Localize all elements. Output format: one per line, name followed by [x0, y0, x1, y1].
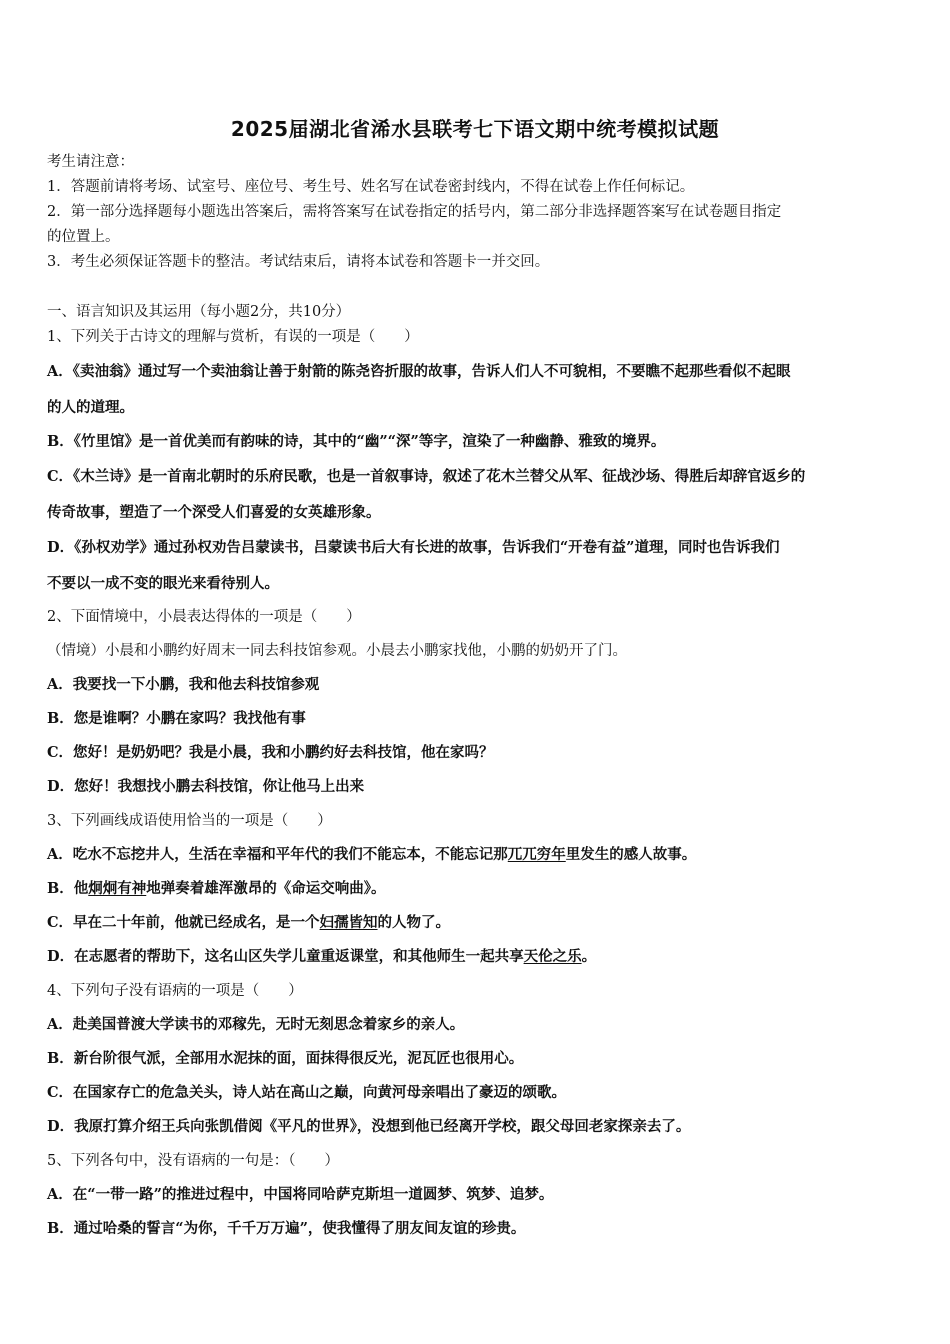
underlined-idiom-c: 妇孺皆知: [319, 914, 378, 931]
question-2-option-d: D．您好！我想找小鹏去科技馆，你让他马上出来: [47, 778, 365, 795]
question-3-option-c: [47, 911, 450, 932]
notice-item-1: 1．答题前请将考场、试室号、座位号、考生号、姓名写在试卷密封线内，不得在试卷上作任何标记。: [47, 179, 695, 195]
question-1-stem: 1、下列关于古诗文的理解与赏析，有误的一项是（ ）: [47, 329, 419, 345]
notice-item-3: 3．考生必须保证答题卡的整洁。考试结束后，请将本试卷和答题卡一并交回。: [47, 254, 550, 270]
question-4-stem: 4、下列句子没有语病的一项是（ ）: [47, 983, 303, 999]
option-a-text-after: 里发生的感人故事。: [565, 846, 697, 863]
option-c-text-before: C．早在二十年前，他就已经成名，是一个: [47, 914, 320, 931]
question-3-option-d: [47, 945, 596, 966]
option-d-text-after: 。: [581, 948, 597, 965]
question-5-option-b: B．通过哈桑的誓言“为你，千千万万遍”，使我懂得了朋友间友谊的珍贵。: [47, 1220, 526, 1237]
question-1-option-d-line-2: 不要以一成不变的眼光来看待别人。: [47, 575, 279, 592]
question-5-option-a: A．在“一带一路”的推进过程中，中国将同哈萨克斯坦一道圆梦、筑梦、追梦。: [47, 1186, 554, 1203]
page-title: 2025届湖北省浠水县联考七下语文期中统考模拟试题: [230, 117, 720, 141]
question-1-option-c-line-1: C．《木兰诗》是一首南北朝时的乐府民歌，也是一首叙事诗，叙述了花木兰替父从军、征战沙场、得胜后却辞官返乡的: [47, 468, 806, 485]
underlined-idiom-b: 炯炯有神: [88, 880, 147, 897]
question-2-context: （情境）小晨和小鹏约好周末一同去科技馆参观。小晨去小鹏家找他，小鹏的奶奶开了门。: [47, 643, 627, 659]
underlined-idiom-a: 兀兀穷年: [507, 846, 566, 863]
option-b-text-before: B．他: [47, 880, 89, 897]
notice-item-2-line-2: 的位置上。: [47, 229, 120, 245]
question-1-option-a-line-1: A．《卖油翁》通过写一个卖油翁让善于射箭的陈尧咨折服的故事，告诉人们人不可貌相，不要瞧不起那些看似不起眼: [47, 363, 791, 380]
question-2-option-a: A．我要找一下小鹏，我和他去科技馆参观: [47, 676, 320, 693]
question-5-stem: 5、下列各句中，没有语病的一句是：（ ）: [47, 1153, 339, 1169]
question-1-option-d-line-1: D．《孙权劝学》通过孙权劝告吕蒙读书，吕蒙读书后大有长进的故事，告诉我们“开卷有益”道理，同时也告诉我们: [47, 539, 780, 556]
question-2-stem: 2、下面情境中，小晨表达得体的一项是（ ）: [47, 609, 361, 625]
option-b-text-after: 地弹奏着雄浑激昂的《命运交响曲》。: [146, 880, 386, 897]
question-4-option-b: B．新台阶很气派，全部用水泥抹的面，面抹得很反光，泥瓦匠也很用心。: [47, 1050, 524, 1067]
question-3-option-b: [47, 877, 386, 898]
question-1-option-b: B．《竹里馆》是一首优美而有韵味的诗，其中的“幽”“深”等字，渲染了一种幽静、雅致的境界。: [47, 433, 666, 450]
section-heading: 一、语言知识及其运用（每小题2分，共10分）: [47, 304, 351, 320]
question-4-option-c: C．在国家存亡的危急关头，诗人站在高山之巅，向黄河母亲唱出了豪迈的颂歌。: [47, 1084, 567, 1101]
notice-item-2-line-1: 2．第一部分选择题每小题选出答案后，需将答案写在试卷指定的括号内，第二部分非选择题答案写在试卷题目指定: [47, 204, 782, 220]
underlined-idiom-d: 天伦之乐: [523, 948, 582, 965]
question-1-option-c-line-2: 传奇故事，塑造了一个深受人们喜爱的女英雄形象。: [47, 504, 381, 521]
question-3-option-a: [47, 843, 696, 864]
question-1-option-a-line-2: 的人的道理。: [47, 399, 134, 416]
notice-heading: 考生请注意：: [47, 154, 134, 170]
question-4-option-d: D．我原打算介绍王兵向张凯借阅《平凡的世界》，没想到他已经离开学校，跟父母回老家探亲去了。: [47, 1118, 691, 1135]
question-4-option-a: A．赴美国普渡大学读书的邓稼先，无时无刻思念着家乡的亲人。: [47, 1016, 465, 1033]
question-3-stem: 3、下列画线成语使用恰当的一项是（ ）: [47, 813, 332, 829]
question-2-option-b: B．您是谁啊？小鹏在家吗？我找他有事: [47, 710, 306, 727]
notice-block: [47, 150, 907, 275]
option-a-text-before: A．吃水不忘挖井人，生活在幸福和平年代的我们不能忘本，不能忘记那: [47, 846, 508, 863]
question-2-option-c: C．您好！是奶奶吧？我是小晨，我和小鹏约好去科技馆，他在家吗？: [47, 744, 494, 761]
option-c-text-after: 的人物了。: [377, 914, 451, 931]
option-d-text-before: D．在志愿者的帮助下，这名山区失学儿童重返课堂，和其他师生一起共享: [47, 948, 524, 965]
